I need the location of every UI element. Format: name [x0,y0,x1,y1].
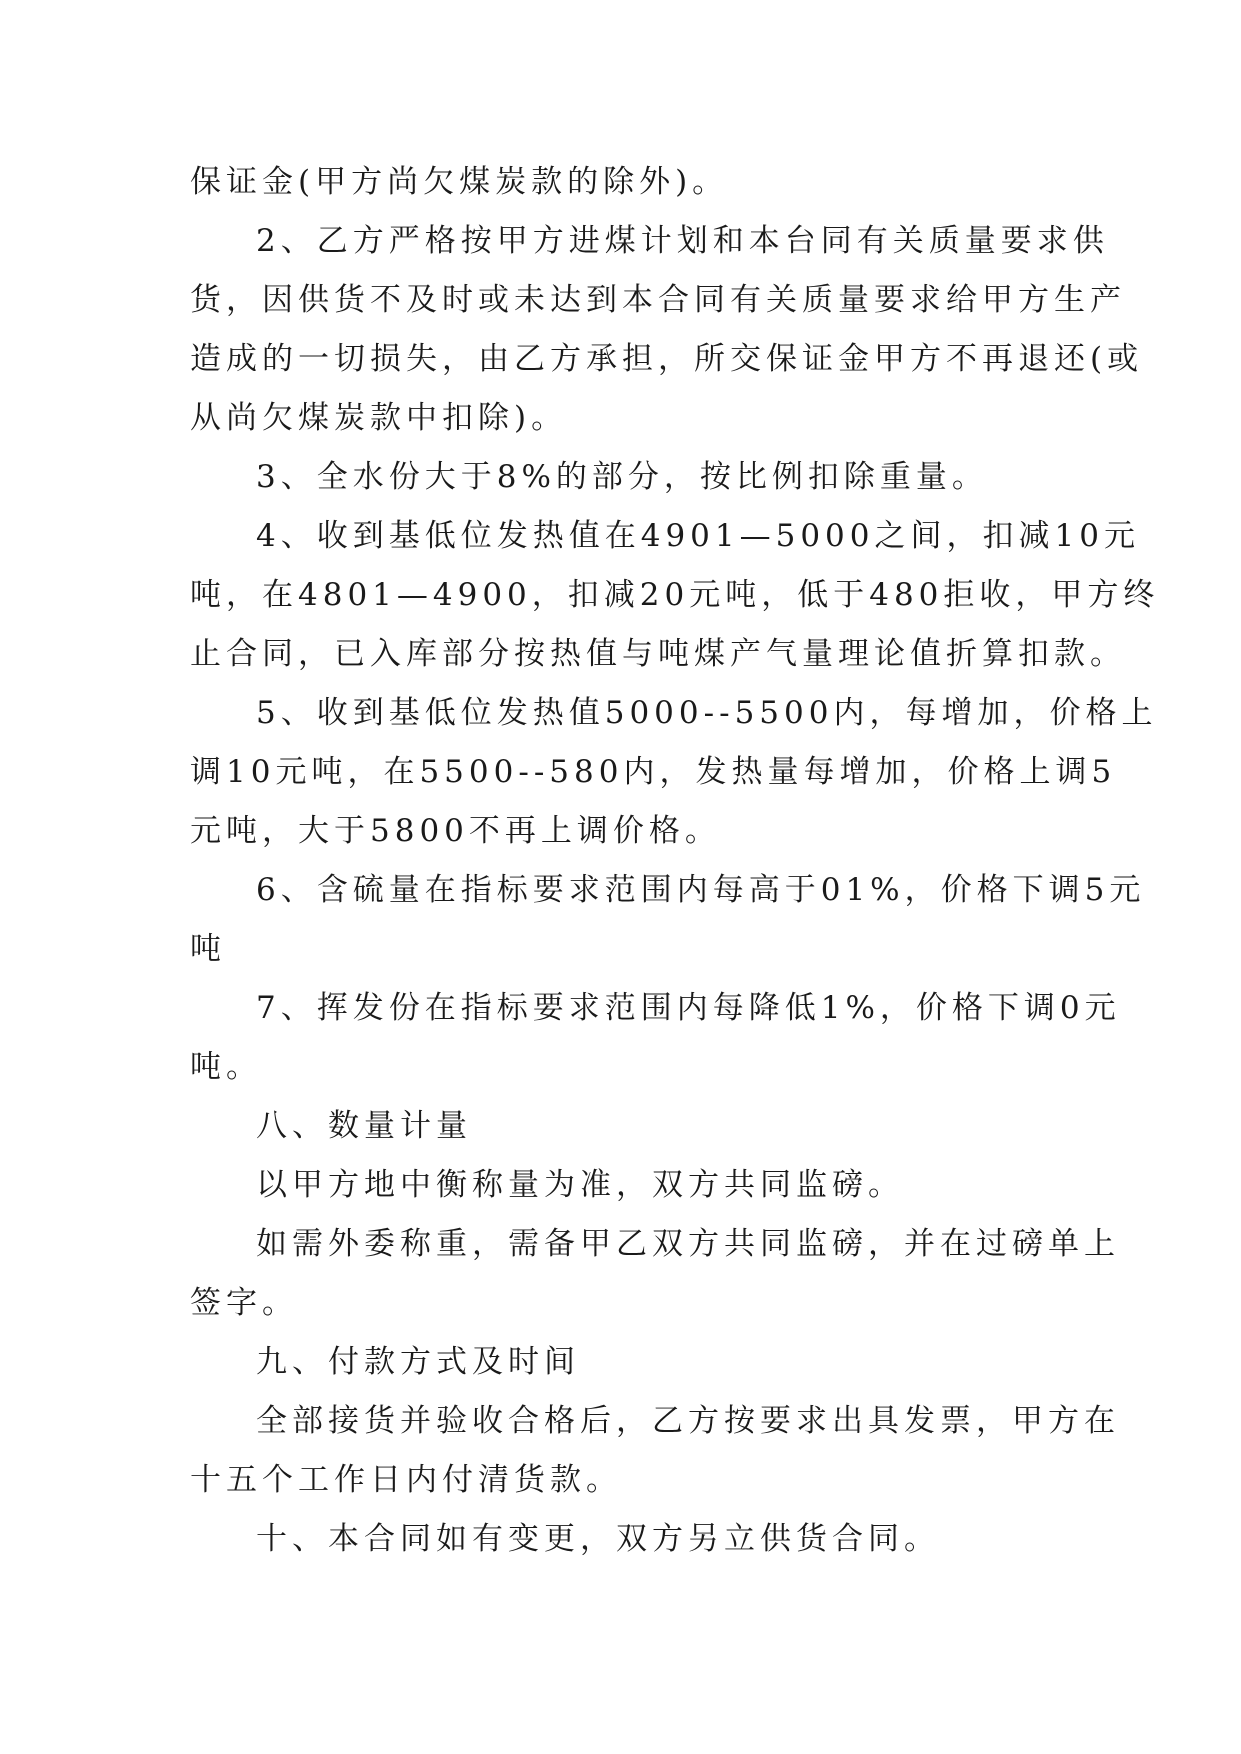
text-line: 5、收到基低位发热值5000--5500内，每增加，价格上 [256,695,1158,731]
text-line: 元吨，大于5800不再上调价格。 [190,813,721,849]
text-line: 调10元吨，在5500--580内，发热量每增加，价格上调5 [190,754,1117,790]
text-line: 保证金(甲方尚欠煤炭款的除外)。 [190,164,729,200]
text-line: 2、乙方严格按甲方进煤计划和本台同有关质量要求供 [256,223,1109,259]
text-line: 如需外委称重，需备甲乙双方共同监磅，并在过磅单上 [256,1226,1120,1262]
text-line: 全部接货并验收合格后，乙方按要求出具发票，甲方在 [256,1403,1120,1439]
text-line: 造成的一切损失，由乙方承担，所交保证金甲方不再退还(或 [190,341,1144,377]
section-heading: 八、数量计量 [256,1108,472,1144]
text-line: 吨。 [190,1049,262,1085]
text-line: 3、全水份大于8%的部分，按比例扣除重量。 [256,459,988,495]
section-heading: 十、本合同如有变更，双方另立供货合同。 [256,1521,940,1557]
text-line: 6、含硫量在指标要求范围内每高于01%，价格下调5元 [256,872,1146,908]
text-line: 货，因供货不及时或未达到本合同有关质量要求给甲方生产 [190,282,1126,318]
text-line: 4、收到基低位发热值在4901—5000之间，扣减10元 [256,518,1140,554]
text-line: 吨 [190,931,226,967]
contract-body [190,153,1160,1569]
text-line: 止合同，已入库部分按热值与吨煤产气量理论值折算扣款。 [190,636,1126,672]
section-heading: 九、付款方式及时间 [256,1344,580,1380]
text-line: 从尚欠煤炭款中扣除)。 [190,400,568,436]
text-line: 吨，在4801—4900，扣减20元吨，低于480拒收，甲方终 [190,577,1160,613]
text-line: 7、挥发份在指标要求范围内每降低1%，价格下调0元 [256,990,1121,1026]
text-line: 以甲方地中衡称量为准，双方共同监磅。 [256,1167,904,1203]
text-line: 签字。 [190,1285,298,1321]
text-line: 十五个工作日内付清货款。 [190,1462,622,1498]
